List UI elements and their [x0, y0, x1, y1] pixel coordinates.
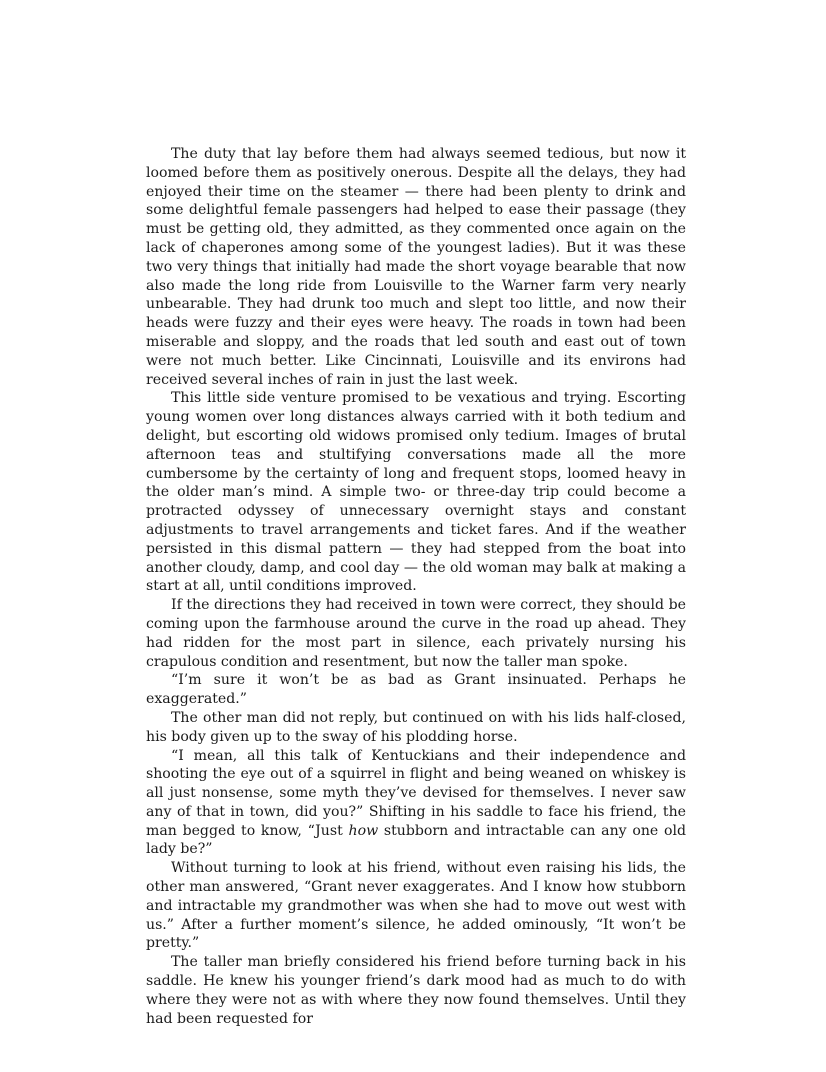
- paragraph-1: The duty that lay before them had always seemed tedious, but now it loomed before them as positively onerous. Despite all the delays, they had enjoyed their time on the steamer — there had been plenty to drink and some delightful female passengers had helped to ease their passage (they must be getting old, they admitted, as they commented once again on the lack of chaperones among some of the youngest ladies). But it was these two very things that initially had made the short voyage bearable that now also made the long ride from Louisville to the Warner farm very nearly unbearable. They had drunk too much and slept too little, and now their heads were fuzzy and their eyes were heavy. The roads in town had been miserable and sloppy, and the roads that led south and east out of town were not much better. Like Cincinnati, Louisville and its environs had received several inches of rain in just the last week.: [146, 146, 686, 388]
- paragraph-7: Without turning to look at his friend, without even raising his lids, the other man answered, “Grant never exaggerates. And I know how stubborn and intractable my grandmother was when she had to move out west with us.” After a further moment’s silence, he added ominously, “It won’t be pretty.”: [146, 860, 686, 952]
- paragraph-6: [146, 747, 686, 860]
- paragraph-6-end: stubborn and intractable can any one old lady be?”: [146, 822, 686, 858]
- paragraph-8: The taller man briefly considered his friend before turning back in his saddle. He knew his younger friend’s dark mood had as much to do with where they were not as with where they now found themselves. Until they had been requested for: [146, 954, 686, 1027]
- paragraph-4: “I’m sure it won’t be as bad as Grant insinuated. Perhaps he exaggerated.”: [146, 672, 686, 708]
- paragraph-6-emphasis: how: [348, 822, 379, 839]
- body-text: [146, 145, 686, 1028]
- paragraph-2: This little side venture promised to be vexatious and trying. Escorting young women over long distances always carried with it both tedium and delight, but escorting old widows promised only tedium. Images of brutal afternoon teas and stultifying conversations made all the more cumbersome by the certainty of long and frequent stops, loomed heavy in the older man’s mind. A simple two- or three-day trip could become a protracted odyssey of unnecessary overnight stays and constant adjustments to travel arrangements and ticket fares. And if the weather persisted in this dismal pattern — they had stepped from the boat into another cloudy, damp, and cool day — the old woman may balk at making a start at all, until conditions improved.: [146, 390, 686, 595]
- paragraph-3: If the directions they had received in town were correct, they should be coming upon the farmhouse around the curve in the road up ahead. They had ridden for the most part in silence, each privately nursing his crapulous condition and resentment, but now the taller man spoke.: [146, 597, 686, 670]
- paragraph-5: The other man did not reply, but continued on with his lids half-closed, his body given up to the sway of his plodding horse.: [146, 709, 686, 745]
- paragraph-6-start: “I mean, all this talk of Kentuckians and their independence and shooting the eye out of a squirrel in flight and being weaned on whiskey is all just nonsense, some myth they’ve devised for themselves. I never saw any of that in town, did you?” Shifting in his saddle to face his friend, the man begged to know, “Just: [146, 747, 686, 839]
